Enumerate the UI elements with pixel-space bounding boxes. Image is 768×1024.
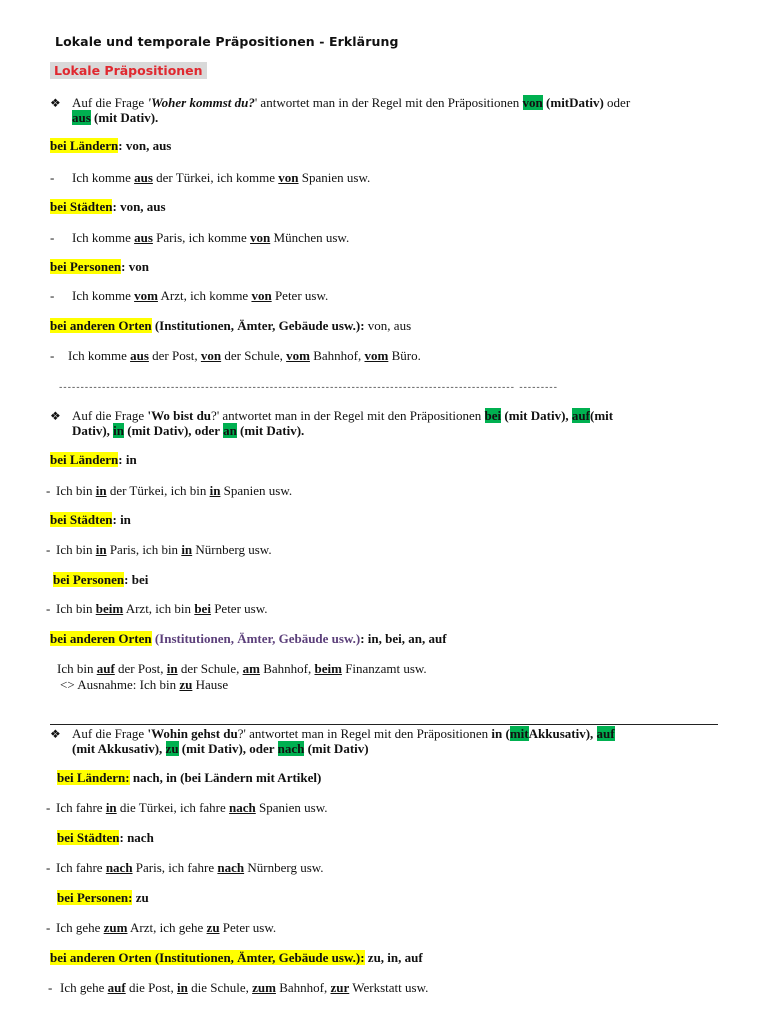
question-3-line-2: (mit Akkusativ), zu (mit Dativ), oder nach (mit Dativ) <box>72 741 369 756</box>
example-staedte: - Ich bin in Paris, ich bin in Nürnberg usw. <box>46 542 272 557</box>
dashed-separator: ---------------------------------------------------------------------------------------------------------- --------- <box>58 383 557 393</box>
section-heading <box>50 63 207 79</box>
diamond-bullet-icon: ❖ <box>50 727 61 741</box>
question-2-line-1: ❖ Auf die Frage 'Wo bist du?' antwortet man in der Regel mit den Präpositionen bei (mit Dativ), auf(mit <box>50 408 614 423</box>
page-title: Lokale und temporale Präpositionen - Erklärung <box>55 34 399 49</box>
example-laender: - Ich bin in der Türkei, ich bin in Spanien usw. <box>46 483 293 498</box>
example-staedte: - Ich fahre nach Paris, ich fahre nach Nürnberg usw. <box>46 860 324 875</box>
example-personen: - Ich komme vom Arzt, ich komme von Peter usw. <box>50 288 329 303</box>
example-laender: - Ich fahre in die Türkei, ich fahre nach Spanien usw. <box>46 800 328 815</box>
category-personen: bei Personen: von <box>50 259 149 274</box>
category-orte: bei anderen Orten (Institutionen, Ämter, Gebäude usw.): zu, in, auf <box>50 950 423 965</box>
question-1-line-1: ❖ Auf die Frage 'Woher kommst du?' antwortet man in der Regel mit den Präpositionen von (mitDativ) oder <box>50 95 631 110</box>
diamond-bullet-icon: ❖ <box>50 96 61 110</box>
exception-note: <> Ausnahme: Ich bin zu Hause <box>60 677 229 692</box>
category-staedte: bei Städten: nach <box>57 830 154 845</box>
category-laender: bei Ländern: nach, in (bei Ländern mit Artikel) <box>57 770 322 785</box>
category-staedte: bei Städten: von, aus <box>50 199 166 214</box>
section-heading-text: Lokale Präpositionen <box>50 62 207 79</box>
example-orte: - Ich gehe auf die Post, in die Schule, zum Bahnhof, zur Werkstatt usw. <box>48 980 429 995</box>
category-orte: bei anderen Orten (Institutionen, Ämter, Gebäude usw.): von, aus <box>50 318 412 333</box>
example-personen: - Ich bin beim Arzt, ich bin bei Peter usw. <box>46 601 268 616</box>
example-personen: - Ich gehe zum Arzt, ich gehe zu Peter usw. <box>46 920 277 935</box>
example-staedte: - Ich komme aus Paris, ich komme von München usw. <box>50 230 350 245</box>
category-laender: bei Ländern: von, aus <box>50 138 172 153</box>
question-2-line-2: Dativ), in (mit Dativ), oder an (mit Dativ). <box>72 423 305 438</box>
category-personen: bei Personen: bei <box>53 572 149 587</box>
question-1-line-2: aus (mit Dativ). <box>72 110 159 125</box>
category-personen: bei Personen: zu <box>57 890 149 905</box>
example-orte: - Ich komme aus der Post, von der Schule, vom Bahnhof, vom Büro. <box>50 348 421 363</box>
section-divider <box>50 724 718 725</box>
example-orte: Ich bin auf der Post, in der Schule, am Bahnhof, beim Finanzamt usw. <box>57 661 427 676</box>
category-laender: bei Ländern: in <box>50 452 137 467</box>
example-laender: - Ich komme aus der Türkei, ich komme von Spanien usw. <box>50 170 371 185</box>
category-orte: bei anderen Orten (Institutionen, Ämter, Gebäude usw.): in, bei, an, auf <box>50 631 447 646</box>
question-3-line-1: ❖ Auf die Frage 'Wohin gehst du?' antwortet man in Regel mit den Präpositionen in (mitAkkusativ), auf <box>50 726 615 741</box>
category-staedte: bei Städten: in <box>50 512 131 527</box>
diamond-bullet-icon: ❖ <box>50 409 61 423</box>
